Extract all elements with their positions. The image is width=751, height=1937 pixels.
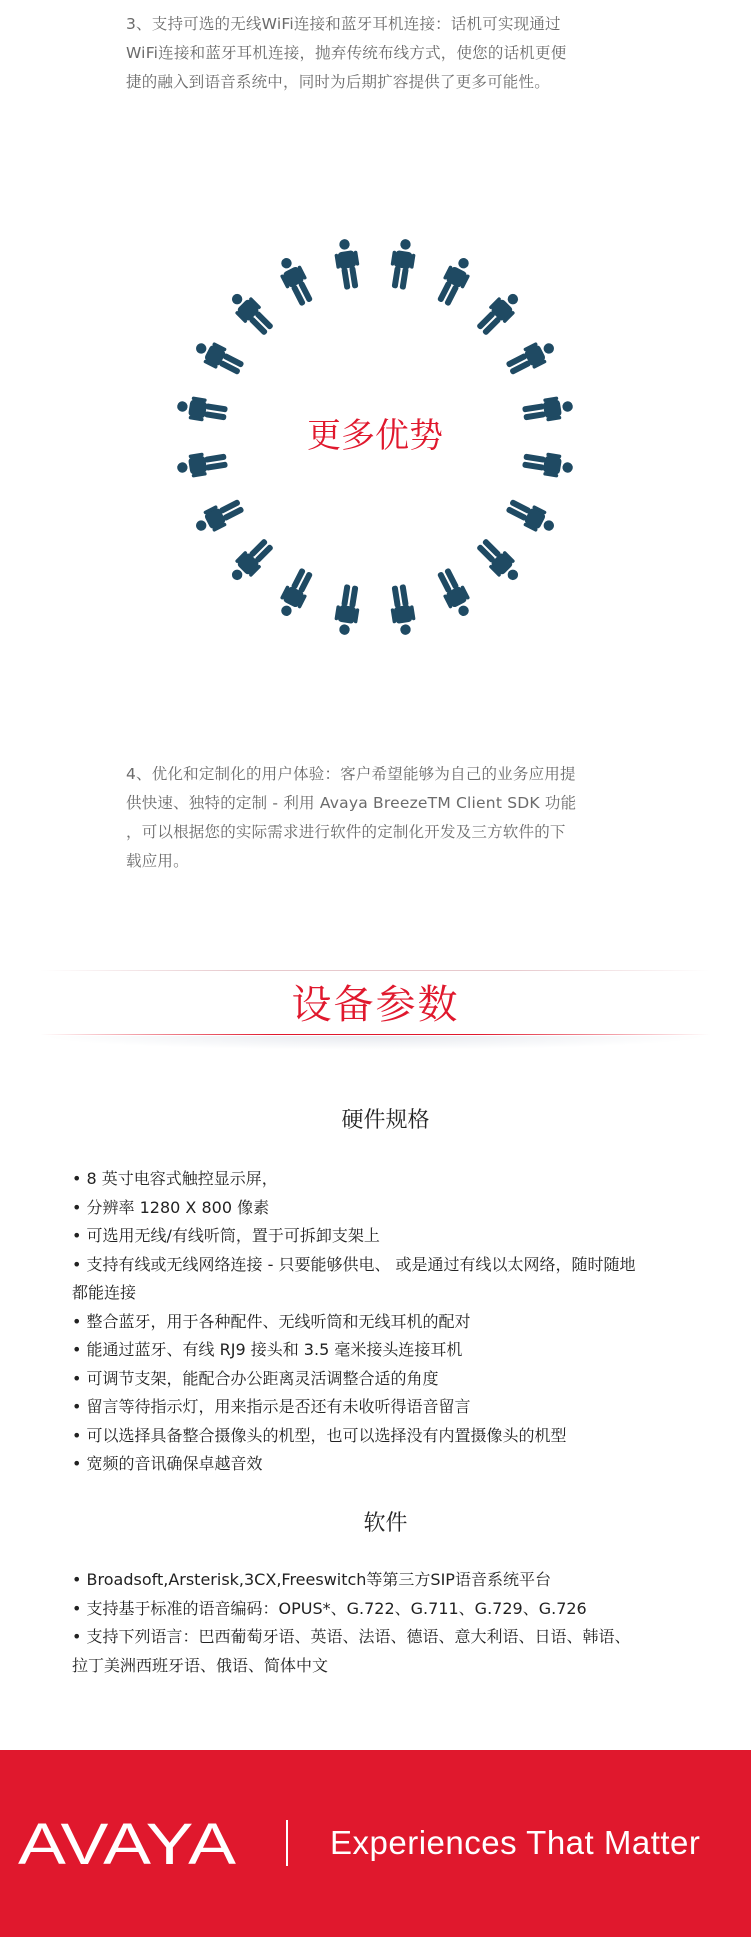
person-icon: [521, 394, 574, 425]
avaya-logo: [18, 1812, 238, 1872]
list-item: • 支持基于标准的语音编码：OPUS*、G.722、G.711、G.729、G.726: [72, 1598, 587, 1618]
person-icon: [274, 565, 317, 620]
paragraph-line: 供快速、独特的定制 - 利用 Avaya BreezeTM Client SDK 功能: [126, 794, 577, 812]
hardware-heading: 硬件规格: [341, 1108, 430, 1133]
person-icon: [175, 394, 228, 425]
section-3-paragraph: [126, 10, 636, 97]
list-item: • 可调节支架，能配合办公距离灵活调整合适的角度: [72, 1368, 439, 1388]
list-item: • Broadsoft,Arsterisk,3CX,Freeswitch等第三方SIP语音系统平台: [72, 1570, 551, 1589]
person-icon: [433, 253, 476, 308]
person-icon: [191, 495, 246, 538]
list-item: • 8 英寸电容式触控显示屏，: [72, 1169, 278, 1188]
paragraph-line: 捷的融入到语音系统中，同时为后期扩容提供了更多可能性。: [126, 73, 550, 91]
software-heading: 软件: [363, 1511, 408, 1536]
footer-separator: [286, 1820, 288, 1866]
title-divider-bottom: [40, 1034, 710, 1035]
paragraph-line: WiFi连接和蓝牙耳机连接，抛弃传统布线方式，使您的话机更便: [126, 44, 567, 62]
person-icon: [521, 449, 574, 480]
paragraph-line: ，可以根据您的实际需求进行软件的定制化开发及三方软件的下: [126, 823, 566, 841]
software-spec-list: [72, 1566, 702, 1680]
title-divider-top: [40, 970, 710, 971]
person-icon: [473, 287, 525, 339]
footer-banner: [0, 1750, 751, 1937]
person-icon: [503, 336, 558, 379]
advantage-illustration: [150, 210, 600, 660]
list-item: • 能通过蓝牙、有线 RJ9 接头和 3.5 毫米接头连接耳机: [72, 1340, 463, 1359]
paragraph-line: 3、支持可选的无线WiFi连接和蓝牙耳机连接：话机可实现通过: [126, 15, 561, 33]
list-item: • 分辨率 1280 X 800 像素: [72, 1197, 270, 1217]
list-item: • 宽频的音讯确保卓越音效: [72, 1454, 263, 1473]
person-icon: [387, 583, 418, 636]
footer-tagline: Experiences That Matter: [330, 1824, 701, 1861]
person-icon: [191, 336, 246, 379]
center-label: 更多优势: [307, 416, 443, 456]
person-icon: [274, 253, 317, 308]
section-4-paragraph: [126, 760, 636, 876]
logo-text: AVAYA: [18, 1812, 237, 1872]
title-divider-shadow: [40, 1036, 710, 1050]
list-item: • 留言等待指示灯，用来指示是否还有未收听得语音留言: [72, 1397, 471, 1416]
person-icon: [225, 287, 277, 339]
people-ring-graphic: [150, 210, 600, 660]
section-title: 设备参数: [291, 982, 460, 1028]
person-icon: [473, 535, 525, 587]
paragraph-line: 载应用。: [126, 852, 189, 870]
person-icon: [332, 237, 363, 290]
list-item: 拉丁美洲西班牙语、俄语、简体中文: [72, 1655, 329, 1675]
hardware-spec-list: [72, 1165, 702, 1479]
person-icon: [332, 583, 363, 636]
list-item: • 整合蓝牙，用于各种配件、无线听筒和无线耳机的配对: [72, 1311, 471, 1331]
person-icon: [503, 495, 558, 538]
paragraph-line: 4、优化和定制化的用户体验：客户希望能够为自己的业务应用提: [126, 765, 576, 783]
list-item: • 可选用无线/有线听筒，置于可拆卸支架上: [72, 1226, 380, 1245]
list-item: • 支持有线或无线网络连接 - 只要能够供电、 或是通过有线以太网络，随时随地: [72, 1254, 636, 1274]
person-icon: [175, 449, 228, 480]
list-item: • 可以选择具备整合摄像头的机型，也可以选择没有内置摄像头的机型: [72, 1425, 567, 1445]
list-item: 都能连接: [72, 1283, 137, 1302]
person-icon: [433, 565, 476, 620]
person-icon: [387, 237, 418, 290]
person-icon: [225, 535, 277, 587]
list-item: • 支持下列语言：巴西葡萄牙语、英语、法语、德语、意大利语、日语、韩语、: [72, 1627, 631, 1646]
